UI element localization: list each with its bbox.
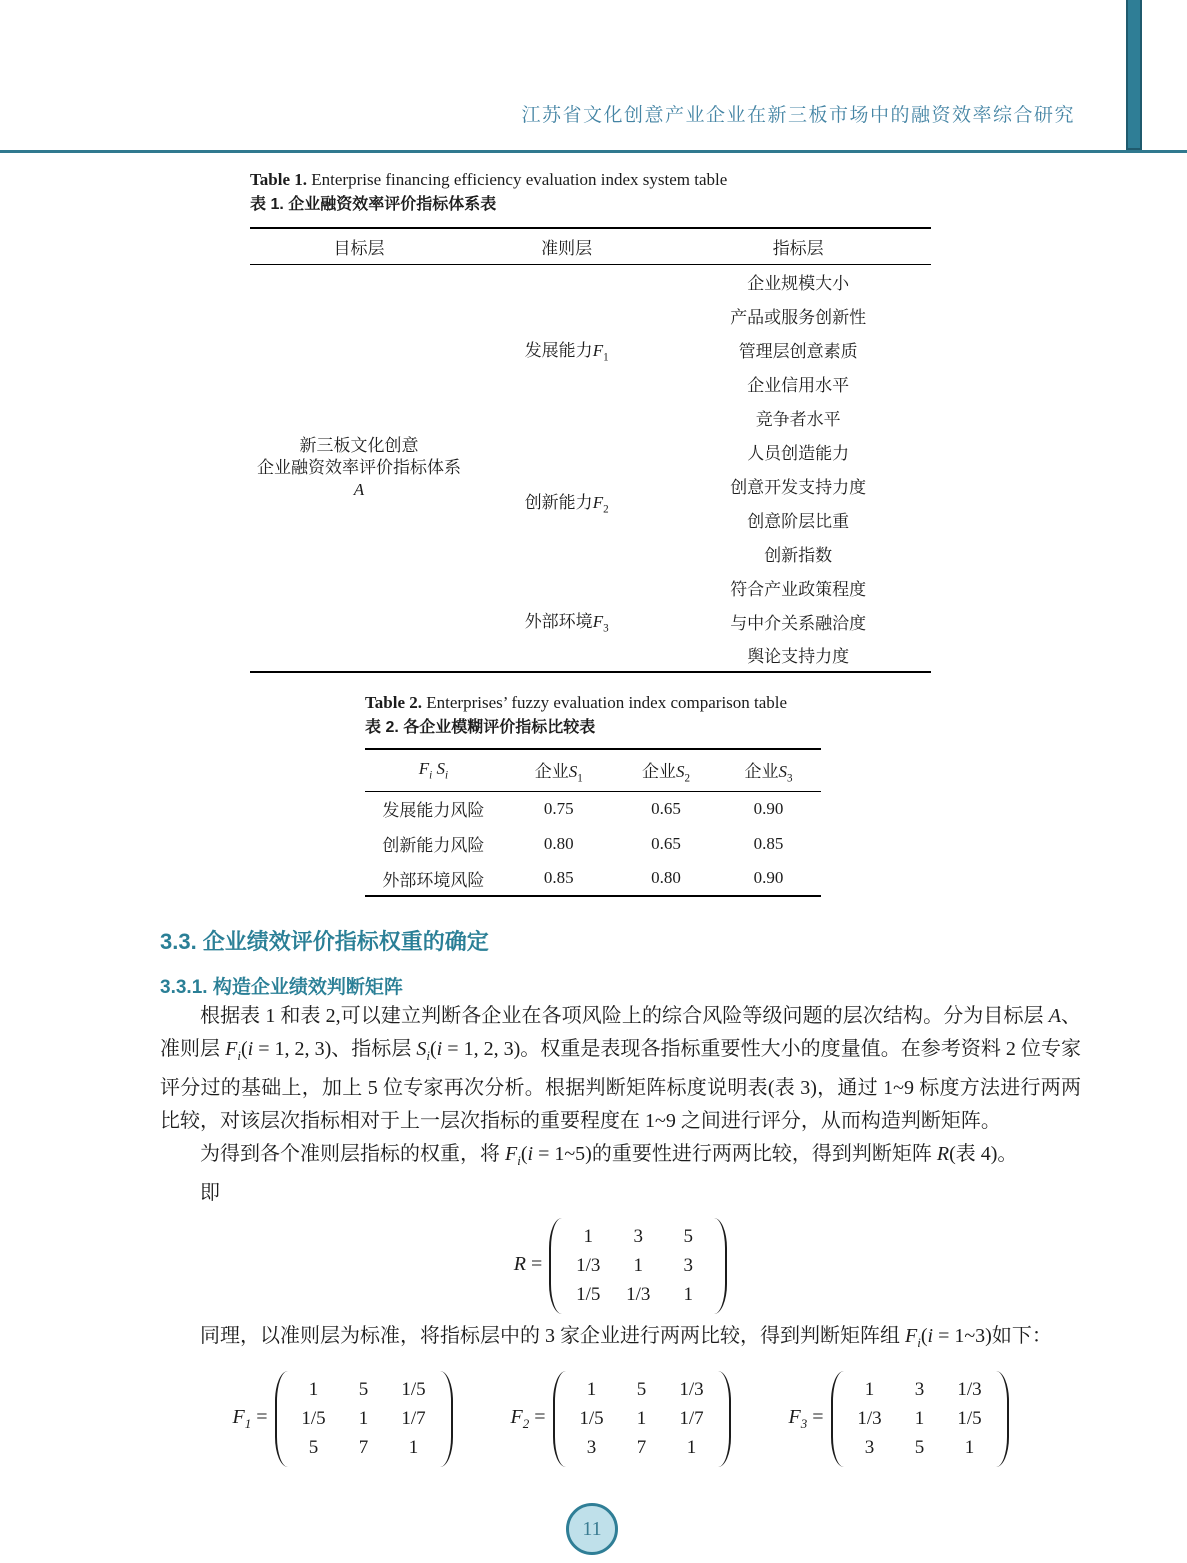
table1-caption-zh-label: 表 1. (250, 196, 284, 213)
matrix-cell: 1 (586, 1379, 597, 1400)
page-number: 11 (582, 1517, 602, 1540)
section-heading-3-3-1: 3.3.1. 构造企业绩效判断矩阵 (160, 977, 403, 998)
indicator-cell: 人员创造能力 (747, 443, 850, 463)
indicator-cell: 与中介关系融洽度 (730, 613, 867, 633)
matrix-cell: 3 (586, 1437, 597, 1458)
matrix-F2-grid (566, 1371, 718, 1467)
table1-caption-zh (250, 193, 931, 217)
matrix-R-grid (562, 1218, 714, 1314)
table2-header-fs: $F_i$ $S_i$ (365, 749, 502, 791)
table1-criterion-f1: 发展能力$F_1$ (524, 340, 609, 363)
table1-goal-cell (250, 264, 468, 672)
matrix-cell: 5 (358, 1379, 369, 1400)
indicator-cell: 企业信用水平 (747, 375, 850, 395)
matrix-F1-grid (288, 1371, 440, 1467)
paragraph-2: 为得到各个准则层指标的权重，将 $F_i(i$ = 1~5)的重要性进行两两比较，得到判断矩阵 R(表 4)。 (200, 1143, 1018, 1168)
risk-value: 0.80 (651, 868, 681, 887)
matrix-cell: 1/3 (957, 1379, 982, 1400)
table2-caption-zh (365, 716, 821, 740)
indicator-cell: 创意开发支持力度 (730, 477, 867, 497)
table2-header-row (365, 749, 821, 791)
table2-row (365, 861, 821, 896)
risk-value: 0.80 (543, 833, 574, 853)
matrix-cell: 1 (408, 1437, 419, 1458)
matrix-cell: 3 (914, 1379, 925, 1400)
indicator-cell: 符合产业政策程度 (730, 579, 867, 599)
matrix-cell: 1/7 (679, 1408, 704, 1429)
matrix-paren-left (831, 1371, 844, 1467)
paragraph-2b: 即 (200, 1182, 220, 1204)
goal-line-2: 企业融资效率评价指标体系 (256, 457, 461, 477)
table1-caption-en-label: Table 1. (250, 170, 308, 189)
indicator-cell: 管理层创意素质 (738, 341, 858, 361)
matrix-cell: 1 (683, 1284, 693, 1305)
matrix-paren-left (553, 1371, 566, 1467)
risk-value: 0.65 (651, 833, 681, 853)
table1-caption-zh-text: 企业融资效率评价指标体系表 (283, 196, 497, 213)
matrix-cell: 1 (914, 1408, 925, 1429)
table1-header-goal: 目标层 (250, 228, 468, 264)
table1-header-row (250, 228, 931, 264)
table2-section (365, 691, 821, 897)
table2-header-s2: 企业$S_2$ (616, 749, 716, 791)
table1-criterion-f2: 创新能力$F_2$ (524, 493, 609, 516)
matrix-paren-left (275, 1371, 288, 1467)
risk-value: 0.85 (753, 833, 784, 853)
matrix-cell: 5 (914, 1437, 925, 1458)
matrix-cell: 1 (633, 1255, 643, 1276)
table2-caption-zh-label: 表 2. (365, 719, 399, 736)
risk-value: 0.75 (543, 798, 574, 818)
matrix-paren-right (996, 1371, 1009, 1467)
table1-header-indicator: 指标层 (665, 228, 931, 264)
matrix-cell: 1/5 (579, 1408, 604, 1429)
matrix-F3-grid (844, 1371, 996, 1467)
risk-value: 0.90 (753, 868, 784, 887)
matrix-cell: 1 (636, 1408, 647, 1429)
matrix-cell: 1 (864, 1379, 875, 1400)
matrix-cell: 3 (864, 1437, 875, 1458)
matrix-paren-left (549, 1218, 562, 1314)
indicator-cell: 创新指数 (764, 545, 833, 565)
goal-line-1: 新三板文化创意 (299, 435, 419, 455)
table1 (250, 227, 931, 673)
matrix-F1-label: $F_1$ = (232, 1406, 268, 1431)
risk-label: 创新能力风险 (382, 836, 485, 855)
table2-row (365, 791, 821, 826)
matrix-cell: 1/5 (301, 1408, 326, 1429)
matrix-F2-label: $F_2$ = (510, 1406, 546, 1431)
paragraph-3: 同理，以准则层为标准，将指标层中的 3 家企业进行两两比较，得到判断矩阵组 $F_i(i$ = 1~3)如下： (200, 1325, 1052, 1350)
matrix-R (514, 1218, 728, 1314)
matrix-cell: 3 (683, 1255, 693, 1276)
matrix-F3-label: $F_3$ = (788, 1406, 824, 1431)
table2-row (365, 826, 821, 861)
matrix-paren-right (440, 1371, 453, 1467)
table1-criterion-f3: 外部环境$F_3$ (524, 611, 609, 635)
matrix-R-container (160, 1218, 1081, 1314)
risk-value: 0.90 (753, 798, 784, 818)
table2 (365, 748, 821, 897)
matrix-paren-right (718, 1371, 731, 1467)
matrix-cell: 1/5 (401, 1379, 426, 1400)
risk-value: 0.85 (543, 868, 574, 887)
table2-caption-en (365, 691, 821, 714)
matrix-cell: 7 (636, 1437, 647, 1458)
table2-header-s1: 企业$S_1$ (502, 749, 616, 791)
matrix-cell: 1/3 (626, 1284, 651, 1305)
matrix-cell: 1/3 (576, 1255, 601, 1276)
matrix-cell: 5 (636, 1379, 647, 1400)
matrix-cell: 1 (358, 1408, 369, 1429)
matrix-cell: 1/5 (576, 1284, 601, 1305)
indicator-cell: 创意阶层比重 (747, 511, 850, 531)
matrix-F3 (789, 1371, 1009, 1467)
matrix-cell: 7 (358, 1437, 369, 1458)
matrix-group-container (160, 1371, 1081, 1467)
matrix-cell: 1 (308, 1379, 319, 1400)
matrix-cell: 5 (683, 1226, 693, 1247)
matrix-cell: 1/5 (957, 1408, 982, 1429)
table1-row (250, 264, 931, 298)
indicator-cell: 竞争者水平 (755, 409, 841, 429)
matrix-cell: 1/7 (401, 1408, 426, 1429)
table2-header-s3: 企业$S_3$ (716, 749, 821, 791)
matrix-cell: 1 (686, 1437, 697, 1458)
matrix-F1 (233, 1371, 453, 1467)
body-text (160, 1000, 1081, 1467)
table1-section (250, 168, 931, 673)
page-number-badge (566, 1503, 618, 1555)
matrix-F2 (511, 1371, 731, 1467)
indicator-cell: 产品或服务创新性 (730, 307, 867, 327)
matrix-cell: 3 (633, 1226, 643, 1247)
table2-caption-en-text: Enterprises’ fuzzy evaluation index comparison table (422, 693, 788, 712)
risk-label: 发展能力风险 (382, 801, 485, 821)
section-heading-3-3: 3.3. 企业绩效评价指标权重的确定 (160, 929, 489, 954)
table1-caption-en-text: Enterprise financing efficiency evaluation index system table (307, 170, 728, 189)
goal-line-3: A (353, 479, 365, 499)
matrix-cell: 1/3 (857, 1408, 882, 1429)
indicator-cell: 舆论支持力度 (747, 647, 850, 666)
risk-value: 0.65 (651, 798, 681, 818)
table2-caption-en-label: Table 2. (365, 693, 423, 712)
table1-caption-en (250, 168, 931, 191)
header-rule (0, 150, 1187, 153)
table2-caption-zh-text: 各企业模糊评价指标比较表 (398, 719, 596, 736)
matrix-paren-right (714, 1218, 727, 1314)
matrix-cell: 5 (308, 1437, 319, 1458)
matrix-cell: 1 (964, 1437, 975, 1458)
matrix-R-label: R = (513, 1253, 543, 1275)
matrix-cell: 1 (583, 1226, 593, 1247)
table1-header-criterion: 准则层 (468, 228, 665, 264)
risk-label: 外部环境风险 (382, 870, 485, 890)
indicator-cell: 企业规模大小 (747, 273, 850, 293)
running-head-title: 江苏省文化创意产业企业在新三板市场中的融资效率综合研究 (521, 105, 1075, 126)
header-corner-bar (1126, 0, 1142, 150)
paragraph-1: 根据表 1 和表 2,可以建立判断各企业在各项风险上的综合风险等级问题的层次结构。分为目标层 A、准则层 $F_i(i = 1$, 2, 3)、指标层 $S_i(i = 1$, 2, 3)。权重是表现各指标重要性大小的度量值。在参考资料 2 位专家评分过的基础上，加上 5 位专家再次分析。根据判断矩阵标度说明表(表 3)，通过 1~9 标度方法进行两两比较，对该层次指标相对于上一层次指标的重要程度在 1~9 之间进行评分，从而构造判断矩阵。 (160, 1005, 1082, 1132)
matrix-cell: 1/3 (679, 1379, 704, 1400)
